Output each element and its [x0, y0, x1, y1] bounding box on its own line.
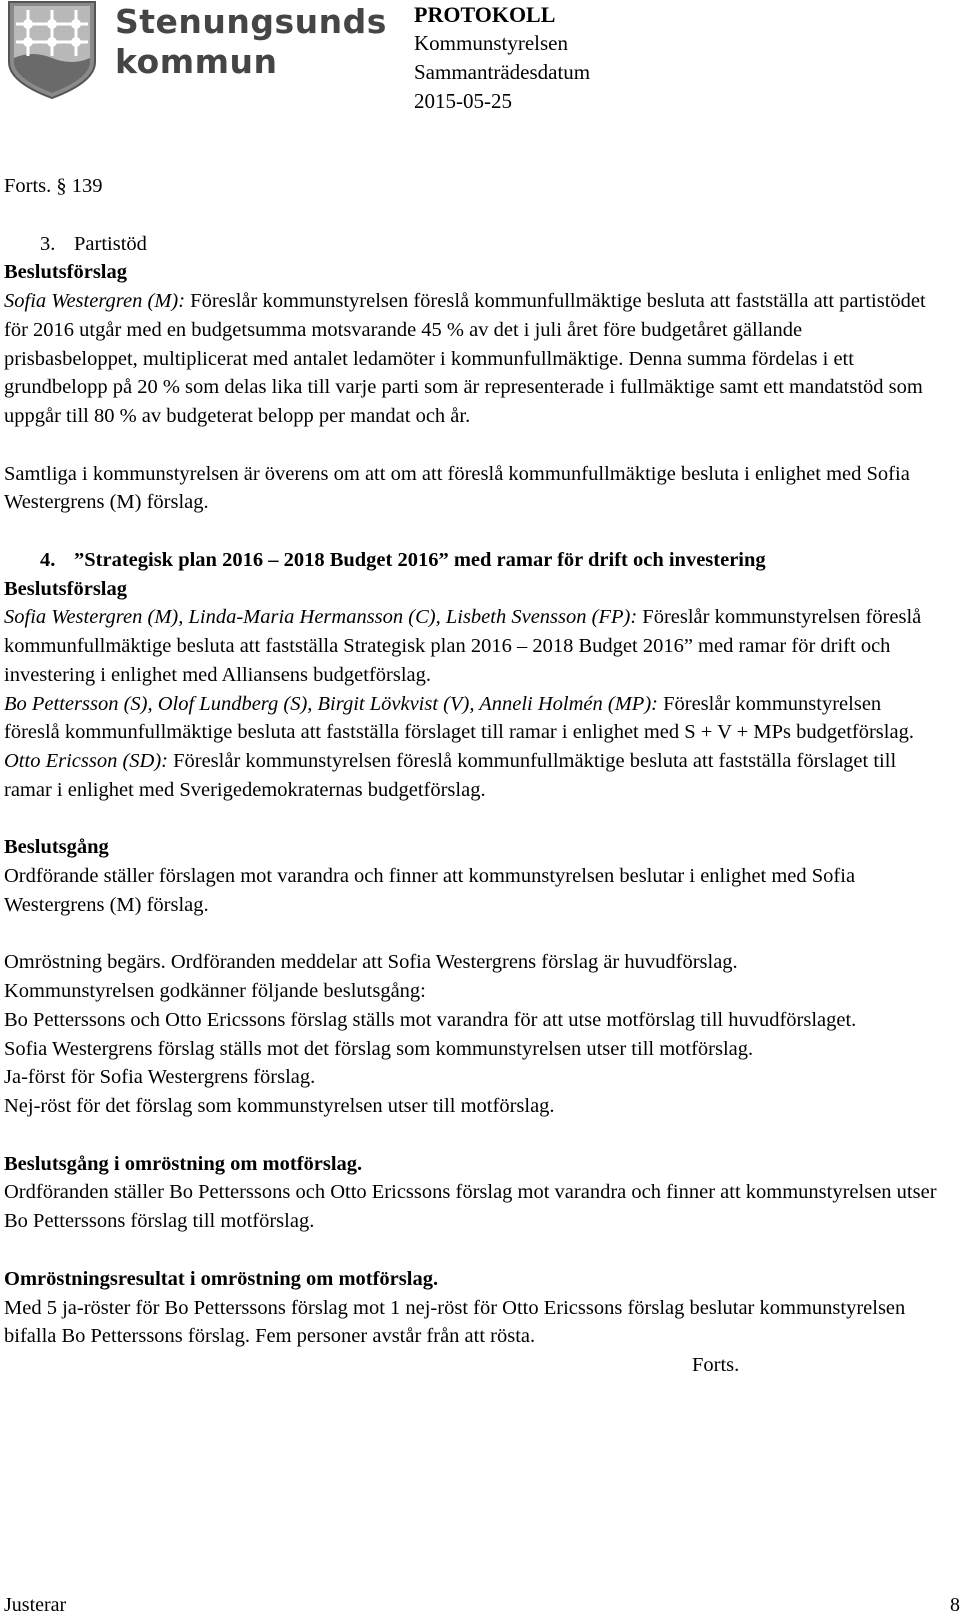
vote-line: Kommunstyrelsen godkänner följande beslutsgång:: [4, 980, 426, 1003]
vote-line: Omröstning begärs. Ordföranden meddelar att Sofia Westergrens förslag är huvudförslag.: [4, 951, 738, 974]
procedure-label: Beslutsgång: [4, 836, 109, 859]
item-3-proposal-label: Beslutsförslag: [4, 261, 127, 284]
vote-line: Bo Petterssons och Otto Ericssons förslag ställs mot varandra för att utse motförslag till huvudförslaget.: [4, 1008, 857, 1031]
committee-name: Kommunstyrelsen: [414, 31, 568, 55]
proposer-name: Bo Pettersson (S), Olof Lundberg (S), Birgit Lövkvist (V), Anneli Holmén (MP):: [4, 692, 658, 715]
item-3-proposal: [4, 287, 940, 431]
proposal-text: Föreslår kommunstyrelsen föreslå kommunfullmäktige besluta att fastställa att partistödet för 2016 utgår med en budgetsumma motsvarande 45 % av det i juli året före budgetåret gällande prisbasbeloppet, multiplicerat med antalet ledamöter i kommunfullmäktige. Denna summa fördelas i ett grundbelopp på 20 % som delas lika till varje parti som är representerade i fullmäktige samt ett mandatstöd som uppgår till 80 % av budgeterat belopp per mandat och år.: [4, 290, 926, 427]
vote-line: Ja-först för Sofia Westergrens förslag.: [4, 1066, 316, 1089]
counter-proposal-label: Beslutsgång i omröstning om motförslag.: [4, 1152, 363, 1175]
item-4-proposal-3: [4, 747, 940, 804]
coat-of-arms-icon: [6, 0, 98, 100]
continuation-marker-bottom: Forts.: [692, 1353, 740, 1376]
vote-result-label: Omröstningsresultat i omröstning om motförslag.: [4, 1267, 439, 1290]
proposer-name: Sofia Westergren (M):: [4, 290, 186, 313]
item-4-heading: [4, 546, 940, 575]
proposer-name: Otto Ericsson (SD):: [4, 749, 168, 772]
page-number: 8: [950, 1594, 960, 1616]
proposer-name: Sofia Westergren (M), Linda-Maria Hermansson (C), Lisbeth Svensson (FP):: [4, 606, 638, 629]
vote-result-text: Med 5 ja-röster för Bo Petterssons förslag mot 1 nej-röst för Otto Ericssons förslag beslutar kommunstyrelsen bifalla Bo Petterssons förslag. Fem personer avstår från att rösta.: [4, 1296, 906, 1348]
item-3-number: 3.: [40, 232, 56, 255]
footer-justerar: Justerar: [4, 1594, 67, 1616]
item-4-proposal-1: [4, 603, 940, 689]
procedure-text: Ordförande ställer förslagen mot varandra och finner att kommunstyrelsen beslutar i enlighet med Sofia Westergrens (M) förslag.: [4, 865, 856, 916]
proposal-text: Föreslår kommunstyrelsen föreslå kommunfullmäktige besluta att fastställa Strategisk plan 2016 – 2018 Budget 2016” med ramar för drift och investering i enlighet med Alliansens budgetförslag.: [4, 606, 922, 686]
document-header: [414, 0, 590, 116]
item-3-consensus: Samtliga i kommunstyrelsen är överens om att om att föreslå kommunfullmäktige besluta i enlighet med Sofia Westergrens (M) förslag.: [4, 462, 910, 514]
page-footer: [4, 1591, 960, 1620]
document-type: PROTOKOLL: [414, 2, 556, 27]
item-4-proposal-2: [4, 690, 940, 747]
item-4-proposal-label: Beslutsförslag: [4, 577, 127, 600]
municipal-logo: [6, 0, 387, 103]
proposal-text: Föreslår kommunstyrelsen föreslå kommunfullmäktige besluta att fastställa förslaget till ramar i enlighet med S + V + MPs budgetförslag.: [4, 692, 914, 744]
proposal-text: Föreslår kommunstyrelsen föreslå kommunfullmäktige besluta att fastställa förslaget till ramar i enlighet med Sverigedemokraternas budgetförslag.: [4, 749, 897, 801]
item-3-heading: [4, 230, 940, 259]
date-label: Sammanträdesdatum: [414, 60, 591, 84]
item-3-title: Partistöd: [74, 232, 147, 255]
logo-line1: Stenungsunds: [115, 2, 387, 41]
vote-line: Sofia Westergrens förslag ställs mot det förslag som kommunstyrelsen utser till motförslag.: [4, 1037, 754, 1060]
logo-line2: kommun: [115, 42, 278, 81]
counter-proposal-text: Ordföranden ställer Bo Petterssons och Otto Ericssons förslag mot varandra och finner att kommunstyrelsen utser Bo Petterssons förslag till motförslag.: [4, 1181, 937, 1233]
meeting-date: 2015-05-25: [414, 89, 512, 113]
item-4-number: 4.: [40, 549, 56, 572]
continuation-marker: Forts. § 139: [4, 175, 103, 197]
vote-line: Nej-röst för det förslag som kommunstyrelsen utser till motförslag.: [4, 1094, 555, 1117]
item-4-title: ”Strategisk plan 2016 – 2018 Budget 2016” med ramar för drift och investering: [74, 549, 766, 572]
logo-text: [115, 2, 387, 82]
document-body: [4, 172, 940, 1380]
